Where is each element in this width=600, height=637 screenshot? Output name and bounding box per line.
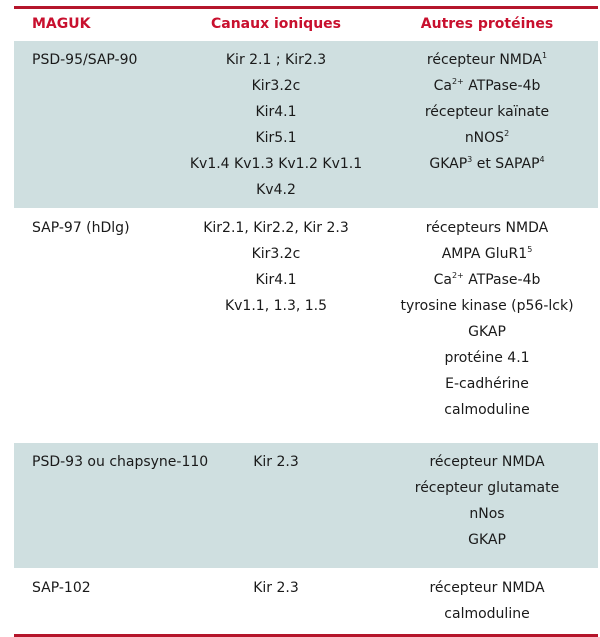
maguk-label: PSD-95/SAP-90 bbox=[32, 52, 138, 68]
channel-item: Kv1.4 Kv1.3 Kv1.2 Kv1.1 bbox=[189, 156, 363, 172]
protein-item: récepteurs NMDA bbox=[425, 220, 549, 236]
channel-item: Kv4.2 bbox=[256, 182, 296, 198]
channel-item: Kir4.1 bbox=[255, 104, 297, 120]
protein-item: $Ca^{2+}$ ATPase-4b bbox=[433, 271, 541, 288]
header-channels: Canaux ioniques bbox=[210, 16, 341, 32]
table-row bbox=[14, 40, 598, 208]
protein-item: calmoduline bbox=[444, 402, 530, 418]
others-cell bbox=[376, 449, 598, 568]
protein-item: nNOS$^2$ bbox=[464, 129, 510, 146]
protein-item: calmoduline bbox=[444, 606, 530, 622]
maguk-label: SAP-102 bbox=[32, 580, 91, 596]
channel-item: Kir3.2c bbox=[251, 246, 301, 262]
maguk-label: SAP-97 (hDlg) bbox=[32, 220, 130, 236]
header-row bbox=[14, 9, 598, 40]
protein-item: récepteur kaïnate bbox=[424, 104, 550, 120]
maguk-table bbox=[14, 6, 598, 637]
others-cell bbox=[376, 575, 598, 634]
channel-item: Kir 2.3 bbox=[253, 580, 299, 596]
channels-cell bbox=[176, 449, 376, 568]
channel-item: Kir 2.3 bbox=[253, 454, 299, 470]
header-others: Autres protéines bbox=[420, 16, 554, 32]
protein-item: récepteur NMDA bbox=[429, 454, 545, 470]
channels-cell bbox=[176, 575, 376, 634]
protein-item: GKAP$^3$ et SAPAP$^4$ bbox=[429, 155, 545, 172]
protein-item: GKAP bbox=[468, 324, 506, 340]
channels-cell bbox=[176, 47, 376, 208]
protein-item: récepteur glutamate bbox=[414, 480, 560, 496]
channel-item: Kir 2.1 ; Kir2.3 bbox=[225, 52, 327, 68]
protein-item: protéine 4.1 bbox=[444, 350, 530, 366]
header-maguk: MAGUK bbox=[32, 16, 91, 32]
maguk-name bbox=[14, 449, 209, 568]
table-row bbox=[14, 208, 598, 442]
protein-item: AMPA $GluR1^5$ bbox=[441, 245, 533, 262]
protein-item: $Ca^{2+}$ ATPase-4b bbox=[433, 77, 541, 94]
others-cell bbox=[376, 215, 598, 442]
table-row bbox=[14, 568, 598, 634]
maguk-name bbox=[14, 575, 176, 634]
maguk-name bbox=[14, 215, 176, 442]
table-body bbox=[14, 40, 598, 634]
table-row bbox=[14, 442, 598, 568]
channel-item: Kir4.1 bbox=[255, 272, 297, 288]
others-cell bbox=[376, 47, 598, 208]
protein-item: nNos bbox=[469, 506, 505, 522]
protein-item: récepteur NMDA$^1$ bbox=[426, 51, 548, 68]
maguk-name bbox=[14, 47, 176, 208]
channel-item: Kir3.2c bbox=[251, 78, 301, 94]
channel-item: Kir5.1 bbox=[255, 130, 297, 146]
channel-item: Kv1.1, 1.3, 1.5 bbox=[224, 298, 328, 314]
channels-cell bbox=[176, 215, 376, 442]
protein-item: tyrosine kinase (p56-lck) bbox=[400, 298, 574, 314]
maguk-label: PSD-93 ou chapsyne-110 bbox=[32, 454, 209, 470]
protein-item: GKAP bbox=[468, 532, 506, 548]
channel-item: Kir2.1, Kir2.2, Kir 2.3 bbox=[203, 220, 349, 236]
protein-item: récepteur NMDA bbox=[429, 580, 545, 596]
protein-item: E-cadhérine bbox=[445, 376, 529, 392]
